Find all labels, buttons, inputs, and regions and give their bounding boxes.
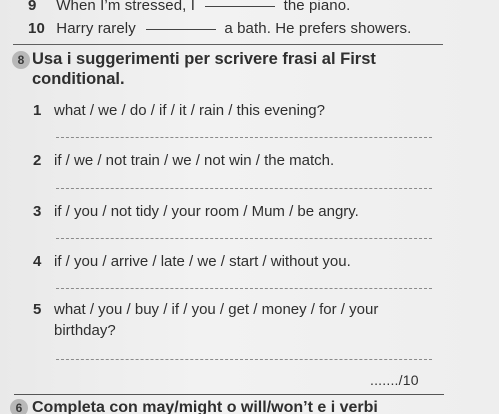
answer-blank[interactable]: [205, 6, 275, 7]
answer-line[interactable]: [56, 238, 432, 239]
answer-blank[interactable]: [146, 29, 216, 30]
answer-line[interactable]: [56, 288, 432, 289]
line-number: 10: [28, 20, 45, 37]
item-number: 2: [33, 152, 42, 169]
section-8-header: [12, 49, 422, 89]
answer-line[interactable]: [56, 359, 432, 360]
list-item: [33, 299, 433, 341]
item-prompt: if / you / not tidy / your room / Mum / be angry.: [54, 203, 359, 220]
item-prompt: if / we / not train / we / not win / the match.: [54, 152, 335, 169]
list-item: [33, 100, 433, 121]
section-number-badge: 8: [12, 51, 30, 69]
list-item: [33, 201, 433, 222]
item-prompt: what / you / buy / if / you / get / money / for / your birthday?: [54, 301, 379, 339]
section-instruction: Completa con may/might o will/won’t e i verbi: [32, 399, 378, 414]
section-instruction: Usa i suggerimenti per scrivere frasi al First conditional.: [32, 50, 376, 88]
section-6-header: [10, 399, 490, 414]
answer-line[interactable]: [56, 137, 432, 138]
line-text-after: a bath. He prefers showers.: [224, 20, 412, 37]
exercise-line-10: [28, 20, 453, 37]
exercise-line-9: [28, 0, 453, 14]
item-prompt: what / we / do / if / it / rain / this evening?: [54, 102, 325, 119]
answer-line[interactable]: [56, 188, 432, 189]
section-number-badge: 6: [10, 399, 28, 414]
list-item: [33, 251, 433, 272]
item-number: 3: [33, 203, 42, 220]
line-text-before: When I’m stressed, I: [56, 0, 195, 14]
list-item: [33, 150, 433, 171]
item-number: 1: [33, 102, 42, 119]
line-text-after: the piano.: [283, 0, 351, 14]
section-divider: [14, 394, 444, 395]
score-total: ......./10: [370, 372, 419, 388]
line-text-before: Harry rarely: [56, 20, 136, 37]
section-divider: [13, 44, 443, 45]
item-number: 4: [33, 253, 42, 270]
line-number: 9: [28, 0, 37, 14]
item-prompt: if / you / arrive / late / we / start / without you.: [54, 253, 351, 270]
item-number: 5: [33, 301, 42, 318]
